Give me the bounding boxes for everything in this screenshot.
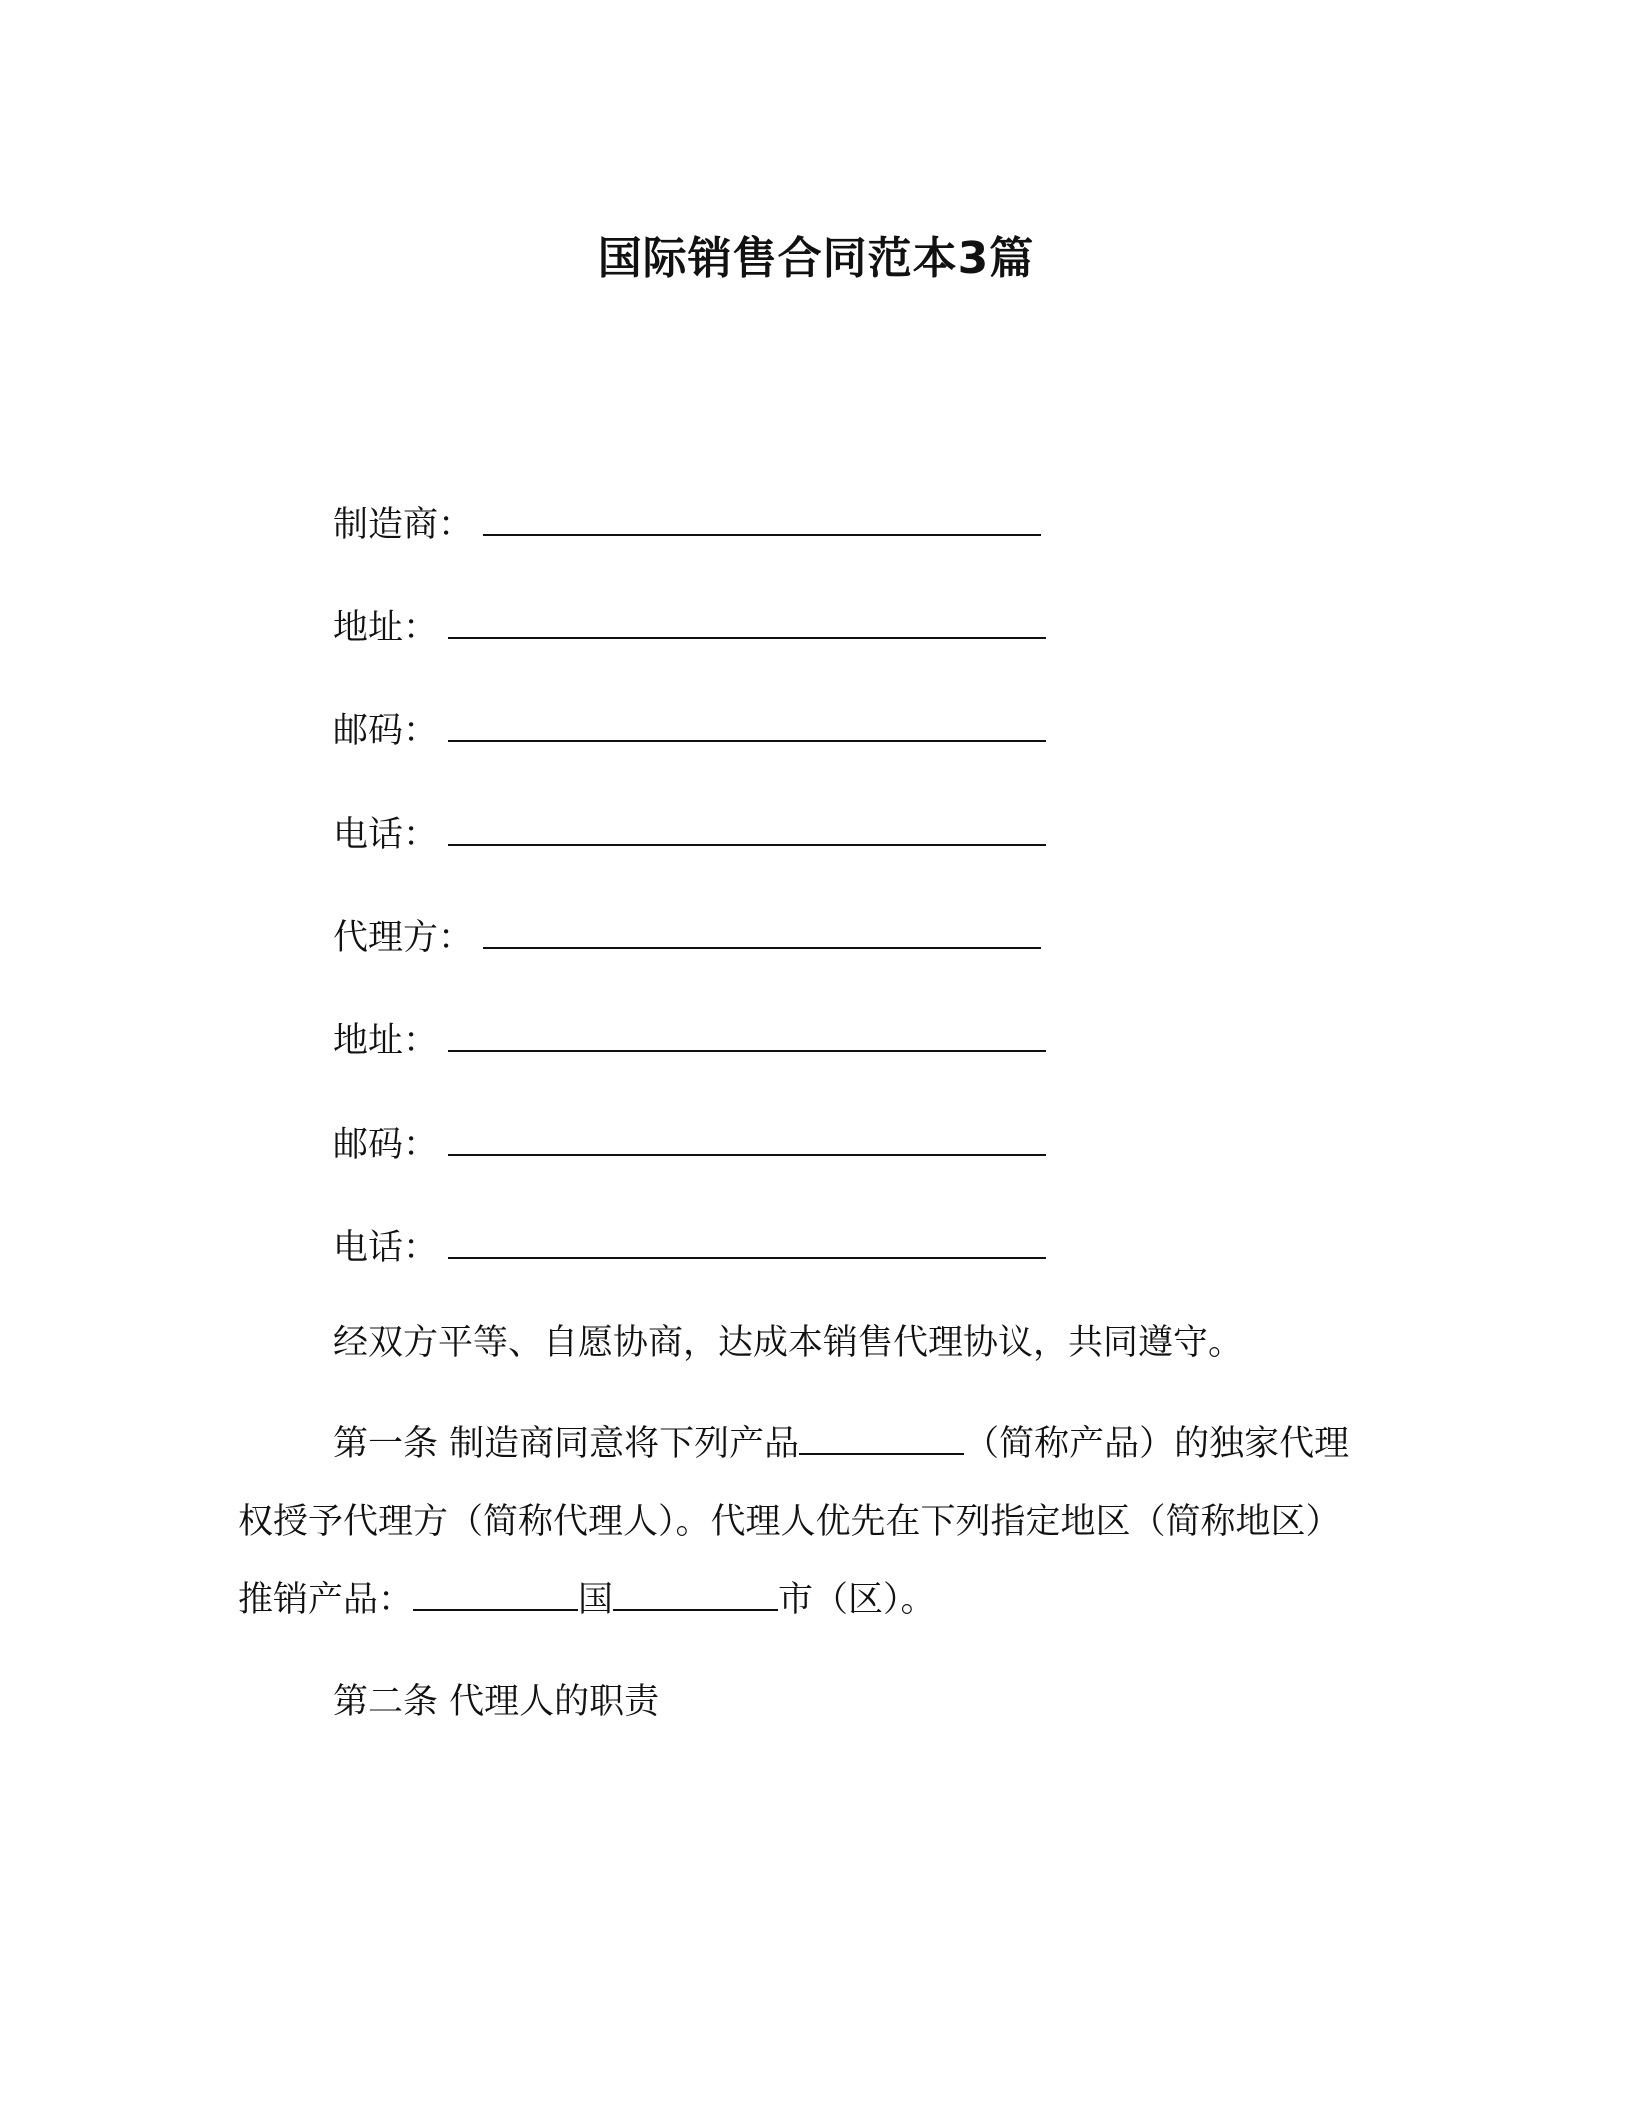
field-label: 邮码： [333,1125,439,1165]
article-1 [238,1405,1368,1639]
country-blank[interactable] [413,1579,578,1611]
city-blank[interactable] [613,1579,778,1611]
fill-blank[interactable] [483,917,1041,949]
agent-address-field [333,1016,1046,1066]
field-label: 制造商： [333,505,474,545]
fill-blank[interactable] [448,1124,1046,1156]
agreement-statement: 经双方平等、自愿协商，达成本销售代理协议，共同遵守。 [333,1323,1244,1363]
document-title: 国际销售合同范本3篇 [597,233,1035,284]
manufacturer-postcode-field [333,706,1046,756]
fill-blank[interactable] [448,607,1046,639]
agent-phone-field [333,1223,1046,1273]
agent-postcode-field [333,1120,1046,1170]
article-1-text-b: （简称产品）的独家代理权授予代理方（简称代理人）。代理人优先在下列指定地区（简称地区）推销产品： [238,1424,1350,1620]
field-label: 代理方： [333,918,474,958]
field-label: 电话： [333,1228,439,1268]
article-1-text-a: 第一条 制造商同意将下列产品 [333,1424,800,1464]
manufacturer-field [333,500,1041,550]
article-1-text-d: 市（区）。 [778,1580,936,1620]
field-label: 地址： [333,608,439,648]
field-label: 地址： [333,1021,439,1061]
product-blank[interactable] [799,1423,964,1455]
fill-blank[interactable] [483,504,1041,536]
article-2-heading: 第二条 代理人的职责 [333,1682,660,1722]
fill-blank[interactable] [448,1020,1046,1052]
agent-field [333,913,1041,963]
fill-blank[interactable] [448,814,1046,846]
manufacturer-address-field [333,603,1046,653]
article-1-text-c: 国 [578,1580,614,1620]
fill-blank[interactable] [448,1227,1046,1259]
field-label: 邮码： [333,711,439,751]
field-label: 电话： [333,815,439,855]
manufacturer-phone-field [333,810,1046,860]
fill-blank[interactable] [448,710,1046,742]
